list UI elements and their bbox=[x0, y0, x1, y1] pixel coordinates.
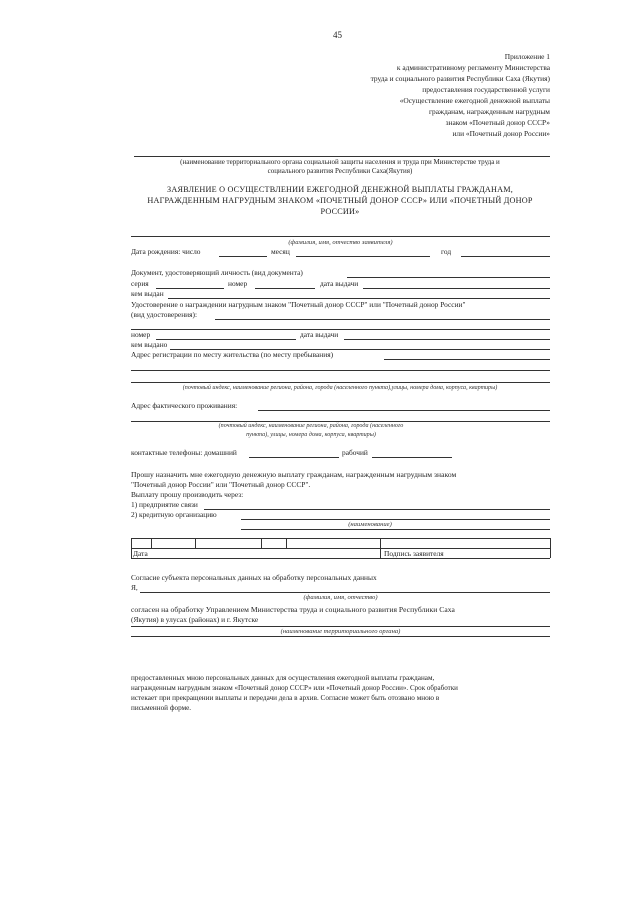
table-col-border bbox=[131, 538, 132, 558]
reg-address-field[interactable] bbox=[384, 359, 550, 360]
cert-number-label: номер bbox=[131, 330, 151, 339]
actual-address-label: Адрес фактического проживания: bbox=[131, 401, 238, 410]
payment-option-post[interactable]: 1) предприятие связи bbox=[131, 500, 198, 509]
reg-address-caption: (почтовый индекс, наименование региона, района, города (населенного пункта),улицы, номера дома, корпуса, квартиры) bbox=[182, 385, 498, 391]
consent-paragraph-line: письменной форме. bbox=[131, 704, 192, 712]
phones-label: контактные телефоны: домашний bbox=[131, 448, 237, 457]
issued-by-label: кем выдан bbox=[131, 289, 164, 298]
fio-field[interactable] bbox=[131, 236, 550, 237]
appendix-line: Приложение 1 bbox=[504, 52, 550, 61]
payment-option-bank[interactable]: 2) кредитную организацию bbox=[131, 510, 217, 519]
bank-name-caption: (наименование) bbox=[348, 521, 392, 528]
birth-year-label: год bbox=[441, 247, 452, 256]
consent-line1: согласен на обработку Управлением Министерства труда и социального развития Республики Саха bbox=[131, 605, 455, 614]
number-label: номер bbox=[228, 279, 248, 288]
consent-fio-caption: (фамилия, имя, отчество) bbox=[303, 594, 378, 601]
table-col-border bbox=[380, 538, 381, 558]
org-name-line[interactable] bbox=[134, 156, 550, 157]
date-label: Дата bbox=[133, 549, 148, 558]
consent-org-caption: (наименование территориального органа) bbox=[280, 628, 401, 635]
table-top-border bbox=[131, 538, 550, 539]
signature-label: Подпись заявителя bbox=[384, 549, 444, 558]
reg-address-line3[interactable] bbox=[131, 382, 550, 383]
cert-issued-by-label: кем выдано bbox=[131, 340, 168, 349]
appendix-line: труда и социального развития Республики Саха (Якутия) bbox=[370, 74, 550, 83]
org-caption-line2: социального развития Республики Саха(Якутия) bbox=[267, 167, 413, 175]
number-field[interactable] bbox=[255, 288, 315, 289]
issue-date-label: дата выдачи bbox=[320, 279, 359, 288]
consent-line2: (Якутия) в улусах (районах) и г. Якутске bbox=[131, 615, 259, 624]
appendix-line: предоставления государственной услуги bbox=[422, 85, 550, 94]
consent-paragraph-line: истекает при прекращении выплаты и передачи дела в архив. Согласие может быть отозвано мною в bbox=[131, 694, 440, 702]
actual-address-field[interactable] bbox=[258, 410, 550, 411]
appendix-line: или «Почетный донор России» bbox=[452, 129, 550, 138]
consent-ya: Я, bbox=[131, 583, 138, 592]
actual-address-caption1: (почтовый индекс, наименование региона, района, города (населенного bbox=[218, 423, 404, 429]
consent-org-rule bbox=[131, 636, 550, 637]
form-title-line2: НАГРАЖДЕННЫМ НАГРУДНЫМ ЗНАКОМ «ПОЧЕТНЫЙ ДОНОР СССР» ИЛИ «ПОЧЕТНЫЙ ДОНОР bbox=[147, 196, 533, 205]
birth-year-field[interactable] bbox=[461, 256, 550, 257]
reg-address-line2[interactable] bbox=[131, 370, 550, 371]
appendix-line: гражданам, награжденным нагрудным bbox=[428, 107, 550, 116]
table-col-border bbox=[151, 538, 152, 548]
form-title-line1: ЗАЯВЛЕНИЕ О ОСУЩЕСТВЛЕНИИ ЕЖЕГОДНОЙ ДЕНЕЖНОЙ ВЫПЛАТЫ ГРАЖДАНАМ, bbox=[167, 185, 513, 194]
work-phone-field[interactable] bbox=[372, 457, 452, 458]
birth-day-field[interactable] bbox=[219, 256, 267, 257]
birth-date-label: Дата рождения: число bbox=[131, 247, 201, 256]
post-office-field[interactable] bbox=[204, 509, 550, 510]
cert-issue-date-field[interactable] bbox=[344, 339, 550, 340]
org-caption-line1: (наименование территориального органа социальной защиты населения и труда при Министерстве труда и bbox=[180, 158, 500, 166]
appendix-line: «Осуществление ежегодной денежной выплаты bbox=[399, 96, 550, 105]
table-col-border bbox=[286, 538, 287, 548]
consent-paragraph-line: награжденным нагрудным знаком «Почетный донор СССР» или «Почетный донор России». Срок обработки bbox=[131, 684, 458, 692]
series-field[interactable] bbox=[156, 288, 224, 289]
table-col-border bbox=[550, 538, 551, 558]
table-bottom-border bbox=[131, 558, 550, 559]
issue-date-field[interactable] bbox=[363, 288, 550, 289]
table-col-border bbox=[195, 538, 196, 548]
birth-month-label: месяц bbox=[271, 247, 290, 256]
request-line2: "Почетный донор России" или "Почетный донор СССР". bbox=[131, 480, 311, 489]
cert-issue-date-label: дата выдачи bbox=[300, 330, 339, 339]
cert-number-field[interactable] bbox=[156, 339, 296, 340]
consent-heading: Согласие субъекта персональных данных на обработку персональных данных bbox=[131, 573, 377, 582]
document-label: Документ, удостоверяющий личность (вид документа) bbox=[131, 268, 303, 277]
table-col-border bbox=[261, 538, 262, 548]
request-line3: Выплату прошу производить через: bbox=[131, 490, 244, 499]
certificate-kind-field[interactable] bbox=[215, 319, 550, 320]
issued-by-field[interactable] bbox=[168, 298, 550, 299]
appendix-line: знаком «Почетный донор СССР» bbox=[445, 118, 550, 127]
actual-address-caption2: пункта), улицы, номера дома, корпуса, квартиры) bbox=[246, 432, 376, 438]
certificate-extra-line[interactable] bbox=[131, 329, 550, 330]
series-label: серия bbox=[131, 279, 149, 288]
reg-address-label: Адрес регистрации по месту жительства (по месту пребывания) bbox=[131, 350, 334, 359]
bank-caption-rule bbox=[241, 529, 550, 530]
appendix-line: к административному регламенту Министерства bbox=[396, 63, 550, 72]
home-phone-field[interactable] bbox=[249, 457, 339, 458]
request-line1: Прошу назначить мне ежегодную денежную выплату гражданам, награжденным нагрудным знаком bbox=[131, 470, 457, 479]
certificate-label: Удостоверение о награждении нагрудным знаком "Почетный донор СССР" или "Почетный донор России" bbox=[131, 300, 466, 309]
form-title-line3: РОССИИ» bbox=[320, 207, 360, 216]
birth-month-field[interactable] bbox=[296, 256, 430, 257]
consent-paragraph-line: предоставленных мною персональных данных для осуществления ежегодной выплаты гражданам, bbox=[131, 674, 435, 682]
page-number: 45 bbox=[333, 30, 342, 40]
work-phone-label: рабочий bbox=[342, 448, 368, 457]
table-mid-border bbox=[131, 548, 550, 549]
certificate-kind-label: (вид удостоверения): bbox=[131, 310, 198, 319]
fio-caption: (фамилия, имя, отчество заявителя) bbox=[288, 239, 393, 246]
document-type-field[interactable] bbox=[347, 277, 550, 278]
